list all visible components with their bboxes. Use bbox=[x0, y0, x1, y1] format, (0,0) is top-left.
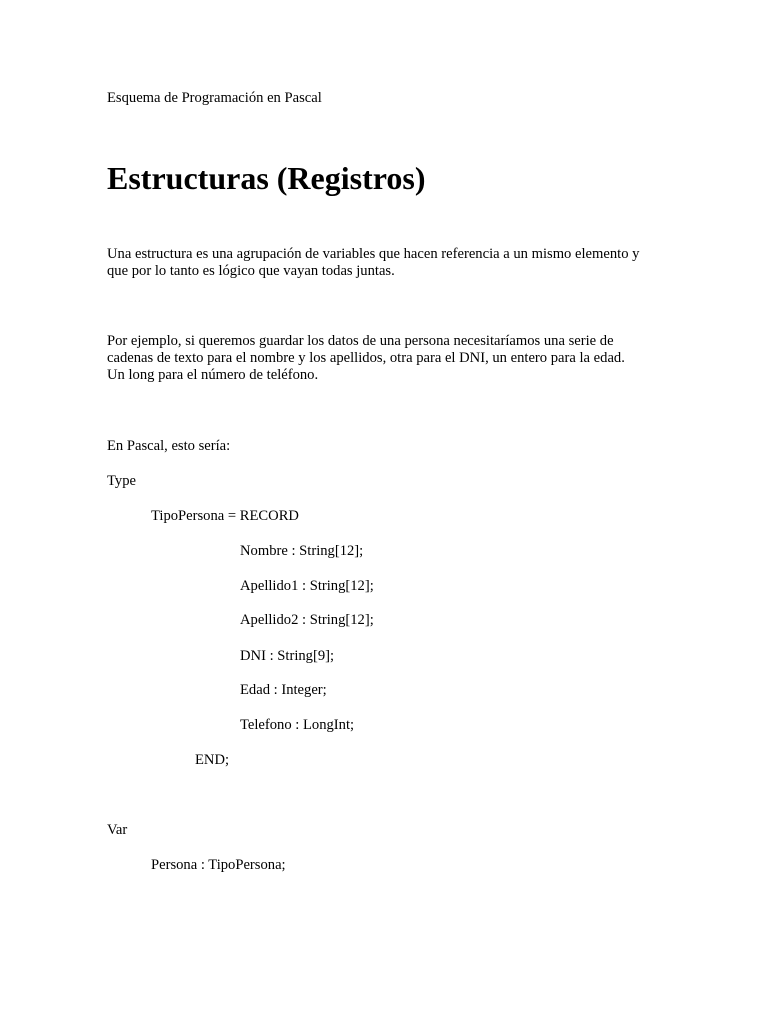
code-field-apellido1: Apellido1 : String[12]; bbox=[240, 578, 374, 594]
code-field-telefono: Telefono : LongInt; bbox=[240, 717, 355, 733]
paragraph-line: que por lo tanto es lógico que vayan todas juntas. bbox=[107, 263, 395, 279]
paragraph-definition bbox=[107, 246, 667, 280]
code-field-nombre: Nombre : String[12]; bbox=[240, 543, 364, 559]
paragraph-line: En Pascal, esto sería: bbox=[107, 438, 231, 454]
paragraph-example bbox=[107, 333, 667, 384]
code-end-keyword: END; bbox=[195, 752, 230, 768]
code-var-keyword: Var bbox=[107, 822, 128, 838]
paragraph-line: Una estructura es una agrupación de variables que hacen referencia a un mismo elemento y bbox=[107, 246, 640, 262]
document-header: Esquema de Programación en Pascal bbox=[107, 90, 322, 106]
code-var-declaration: Persona : TipoPersona; bbox=[151, 857, 286, 873]
paragraph-line: cadenas de texto para el nombre y los apellidos, otra para el DNI, un entero para la edad. bbox=[107, 350, 625, 366]
code-field-dni: DNI : String[9]; bbox=[240, 648, 335, 664]
paragraph-intro-code bbox=[107, 438, 667, 455]
paragraph-line: Por ejemplo, si queremos guardar los datos de una persona necesitaríamos una serie de bbox=[107, 333, 614, 349]
code-record-declaration: TipoPersona = RECORD bbox=[151, 508, 299, 524]
code-field-edad: Edad : Integer; bbox=[240, 682, 327, 698]
code-type-keyword: Type bbox=[107, 473, 136, 489]
paragraph-line: Un long para el número de teléfono. bbox=[107, 367, 319, 383]
code-field-apellido2: Apellido2 : String[12]; bbox=[240, 612, 374, 628]
document-title: Estructuras (Registros) bbox=[107, 160, 426, 196]
